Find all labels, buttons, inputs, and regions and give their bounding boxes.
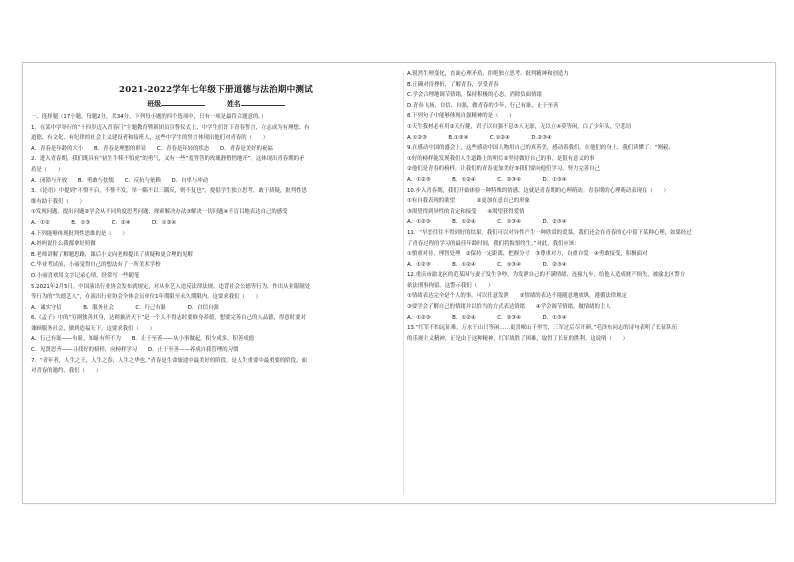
text-line: 1．在某中学举行的“十四岁迈入青春门”主题教育暨新团员宣誓仪式上，中学生们许下青春誓言，立志成为有理想、有 xyxy=(31,124,310,131)
text-line: 3．《论语》中提到“不愤不启，不悱不发，举一隅不以三隅反，则不复也”，提倡学生独立思考，敢于质疑，批判性思 xyxy=(31,188,307,195)
text-line: 7．“青年者，人生之王，人生之春，人生之华也。”青春是生命旅途中最美好的阶段，是人生重要中最重要的阶段。面 xyxy=(31,357,307,364)
text-line: 等行为的“失德艺人”，在演出行业协会全体会员单位1年期限至永久期限内，这要求我们（ ） xyxy=(31,294,262,301)
text-line: 兼顾服务社会，做到造福天下。这要求我们（ ） xyxy=(31,325,155,332)
left-column xyxy=(31,69,401,377)
page-title: 2021-2022学年七年级下册道德与法治期中测试 xyxy=(119,85,313,95)
right-column xyxy=(407,69,767,344)
text-line: B.老师讲解了解题思路，课后小文向老师提出了质疑和更合理的见解 xyxy=(31,251,193,258)
text-line: ③要学会了解自己的情绪并以恰当的方式表达情绪 ④学会调节情绪，做情绪的主人 xyxy=(407,304,611,311)
text-line: 盾是（ ） xyxy=(31,166,64,173)
class-label: 班级 xyxy=(147,100,161,108)
text-line: 4.下列能够体现批判性思维的是（ ） xyxy=(31,230,128,237)
text-line: 一、选择题（17小题，每题2分，共34分，下列每小题的四个选项中，只有一项是最符合题意的。） xyxy=(31,114,267,120)
text-line: D.小丽喜欢用文字记录心情，经常写一些随笔 xyxy=(31,272,140,279)
text-line: A．①②③ B．①②④ C．①③④ D．②③④ xyxy=(407,219,567,226)
text-line: 依法刑事拘留。这警示我们（ ） xyxy=(407,282,494,289)
student-fields xyxy=(31,97,401,110)
text-line: ①好的榜样能发现我们人生道路上的明灯②坚持做好自己的事，是很有意义的事 xyxy=(407,155,595,162)
text-line: A.锐然生理变化，直面心理矛盾，拒绝独立思考、批判精神和创造力 xyxy=(407,71,569,77)
text-line: A．诚实守信 B．服务社会 C．行己有耻 D．自信自强 xyxy=(31,304,219,311)
text-line: A．闭锁与开放 B．勇敢与怯懦 C．反抗与依赖 D．自卑与冲动 xyxy=(31,177,209,184)
text-line: 11．“早恋往往不得到好的结果，我们可以对异性产生一种欣赏的爱慕，我们还会在青春的心中留下某种心理，如果经过 xyxy=(407,229,692,236)
text-line: 6.《孟子》中的“穷则独善其身，达则兼济天下”是一个人不得志时要修身养德，想要完善自己的人品德，得意时要对 xyxy=(31,315,306,322)
text-line: 了青春过程的学习的最佳年龄时间，我们将悔恨终生。”对此，我们应该： xyxy=(407,240,580,247)
text-line: 道德、有文化、有纪律的社会主义建设者和接班人，这些中学生的誓言体现出他们对青春的（ ） xyxy=(31,135,269,142)
text-line: A．①②③ B．①②④ C．②③④ D．①③④ xyxy=(407,176,567,183)
text-line: A．①②③ B．①②④ C．②③④ D．①③④ xyxy=(407,314,567,321)
text-line: 对青春的邀约，我们（ ） xyxy=(31,368,102,375)
text-line: A．行己有耻——有耻，知耻有所不为 B．止于至善——从小事做起，积少成多，积善成德 xyxy=(31,336,255,343)
text-line: 10.步入青春期，我们开始体验一种特殊的情感，这就是青春期的心理萌动。青春期的心理萌动表现在（ ） xyxy=(407,187,669,194)
text-line: 9.在感动中国的盛会上，这些感动中国人物用自己的真善美，感动着我们。在他们的身上，我们读懂了：“刚毅、 xyxy=(407,145,674,152)
exam-sheet xyxy=(22,62,776,504)
name-label: 姓名 xyxy=(227,100,241,108)
text-line: 的乐观主义精神，正是由于这种精神，红军战胜了困难，取得了长征的胜利。这说明（ ） xyxy=(407,335,629,342)
text-line: D.青春飞扬、自信、自强，做青春的少年，行己有耻，止于至善 xyxy=(407,102,559,109)
text-line: ①慎重对待，理智处理 ②保持一定距离，把握分寸 ③尊重对方，自重自爱 ④勇敢接受，积极面对 xyxy=(407,251,648,258)
text-line: ②他们是青春的榜样，让我们的青春更加美好③我们要向他们学习，努力完善自己 xyxy=(407,166,600,173)
text-line: A．①② B．①③ C．②④ D．①③④ xyxy=(31,219,177,226)
text-line: ①有自我表现的欲望 ②更加在意自己的形象 xyxy=(407,198,530,205)
text-line: ①发现问题、提出问题②学会从不同角度思考问题，探索解决办法③解决一切问题④不盲目地表达自己的感受 xyxy=(31,209,288,216)
name-blank[interactable] xyxy=(241,97,285,106)
text-line: ①天生我材必有用②天行健，君子以自强不息③人无耻，无以立④莫等闲，白了少年头，空悲切 xyxy=(407,123,632,130)
text-line: 13.“红军不怕远征难，万水千山只等闲……更喜岷山千里雪，三军过后尽开颜。”毛泽东同志的诗句表明了长征队伍 xyxy=(407,325,678,332)
text-line: 维有助于我们（ ） xyxy=(31,198,85,205)
text-line: 2．进入青春期，我们既具有“初生牛犊不怕虎”的勇气，又有一些“羞答答的玫瑰静悄悄地开”。这体现出青春期的矛 xyxy=(31,156,305,163)
text-line: C．见贤思齐——寻找好的榜样，向榜样学习 D．止于至善——养成自我管理的习惯 xyxy=(31,347,239,354)
right-question-list xyxy=(407,69,767,344)
text-line: A.妈妈说什么我都拿好照做 xyxy=(31,241,96,248)
text-line: 8.下列句子中能够体现自强精神的是（ ） xyxy=(407,113,515,120)
class-blank[interactable] xyxy=(161,97,205,106)
text-line: ①情绪表达完全是个人的事，可以任意发泄 ②情绪的表达不能随意地放纵，遵循法律规定 xyxy=(407,293,627,300)
text-line: B.正确对待挫折，了解青春，享受青春 xyxy=(407,81,499,88)
text-line: A.①②③ B.①③④ C.①②④ D.②③④ xyxy=(407,134,552,141)
text-line: A．青春是年龄的大小 B．青春是理想的彰显 C．青春是年轻的状态 D．青春是美好的祝福 xyxy=(31,145,273,152)
text-line: C.毕业考试前，小丽觉得自己的想法有了一所美术学校 xyxy=(31,262,161,269)
text-line: C.学会合理地调节情绪，保持积极的心态，消除负面情绪 xyxy=(407,92,542,99)
column-divider xyxy=(403,71,404,495)
left-question-list xyxy=(31,112,401,377)
text-line: 5.2021年2月5日，中国演出行业协会发布就规定，对从业艺人违反法律法规、违背社会公德等行为，作出从业限制处 xyxy=(31,283,311,290)
text-line: 12.重庆市渝北区的范某因与妻子发生争吵，为发泄自己的不满情绪，连撞九车，给他人造成财产损失，被渝北区警方 xyxy=(407,272,686,279)
text-line: ③渴望得到异性的肯定和接受 ④渴望获得爱情 xyxy=(407,208,525,215)
text-line: A．①②③ B．①②④ C．①③④ D．②③④ xyxy=(407,261,567,268)
